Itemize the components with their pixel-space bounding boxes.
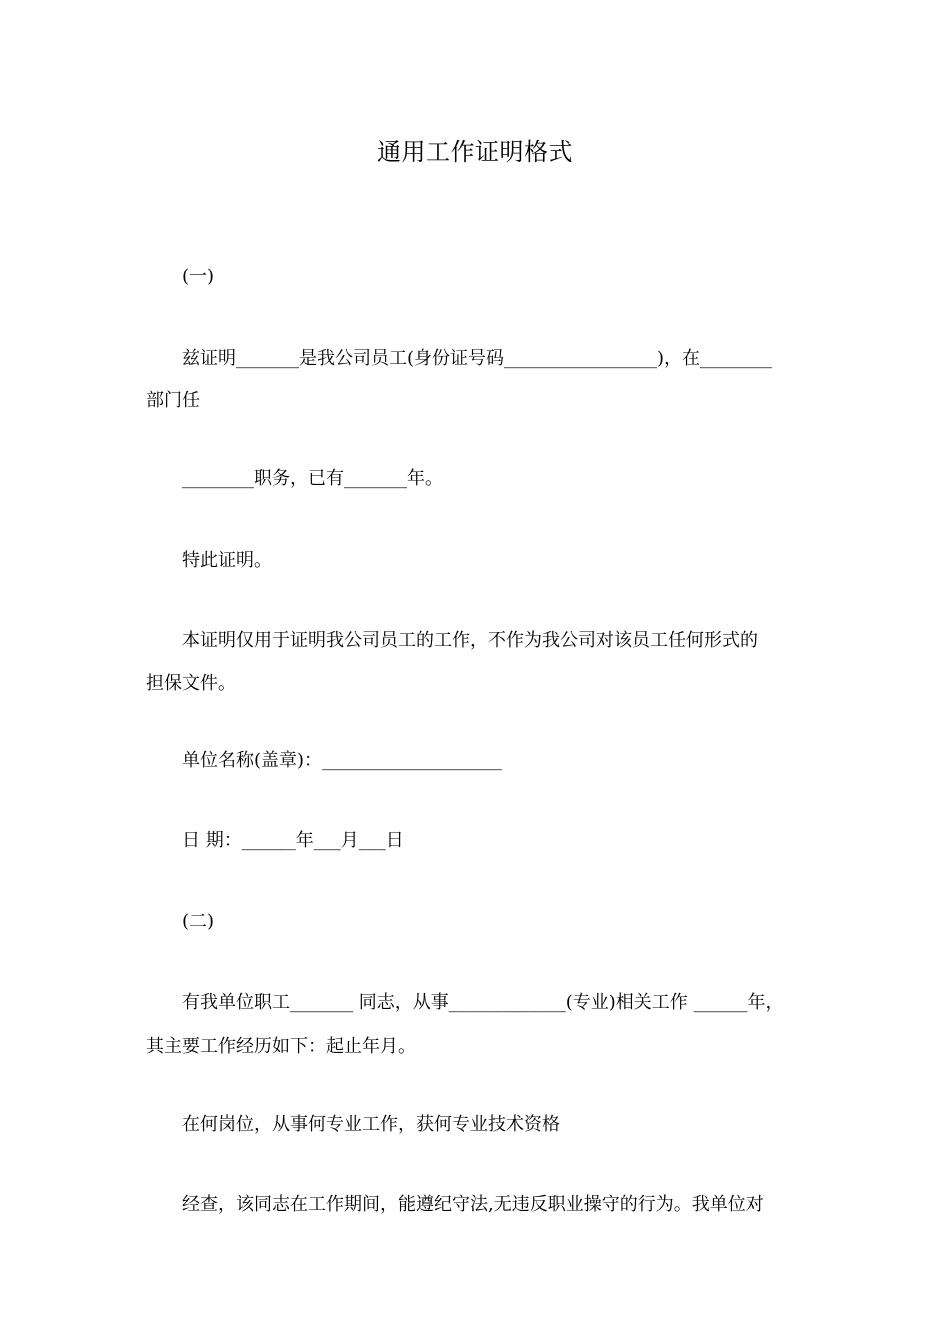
paragraph-5-line-1: 有我单位职工_______ 同志，从事_____________(专业)相关工作 ______年， bbox=[182, 992, 784, 1013]
paragraph-1-line-2: 部门任 bbox=[146, 390, 200, 411]
paragraph-1-line-1: 兹证明_______是我公司员工(身份证号码_________________)，在________ bbox=[182, 348, 773, 369]
date-line: 日 期：______年___月___日 bbox=[182, 830, 404, 851]
paragraph-4-line-1: 本证明仅用于证明我公司员工的工作，不作为我公司对该员工任何形式的 bbox=[182, 630, 758, 651]
unit-name-line: 单位名称(盖章)：____________________ bbox=[182, 750, 503, 771]
paragraph-3: 特此证明。 bbox=[182, 550, 272, 571]
document-title: 通用工作证明格式 bbox=[377, 138, 573, 166]
paragraph-5-line-2: 其主要工作经历如下：起止年月。 bbox=[146, 1036, 416, 1057]
section-heading-1: (一) bbox=[182, 266, 215, 287]
paragraph-4-line-2: 担保文件。 bbox=[146, 673, 236, 694]
paragraph-7: 经查，该同志在工作期间，能遵纪守法,无违反职业操守的行为。我单位对 bbox=[182, 1194, 764, 1215]
paragraph-2: ________职务，已有_______年。 bbox=[182, 468, 443, 489]
paragraph-6: 在何岗位，从事何专业工作，获何专业技术资格 bbox=[182, 1114, 560, 1135]
section-heading-2: (二) bbox=[182, 911, 215, 932]
